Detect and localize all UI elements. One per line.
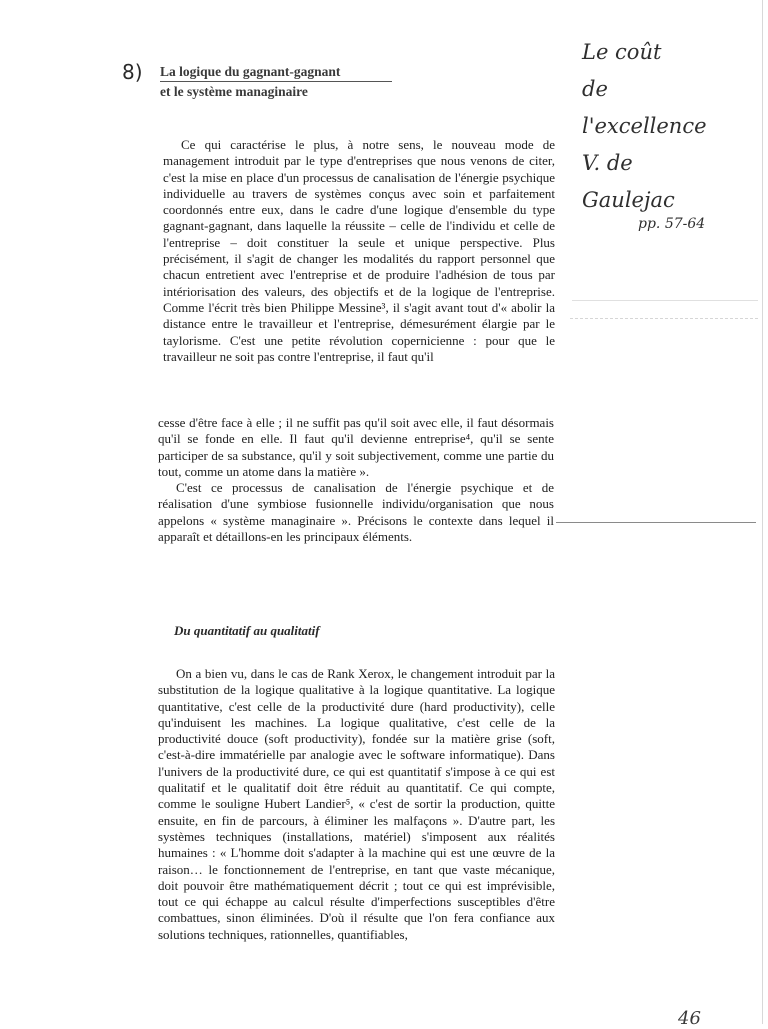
paragraph: Ce qui caractérise le plus, à notre sens, le nouveau mode de management introduit par le type d'entreprises que nous venons de citer, c'est la mise en place d'un processus de canalisation de l'énergie psychique individuelle au travers de systèmes conçus avec soin et parfaitement coordonnés entre eux, dans le cadre d'une logique d'ensemble du type gagnant-gagnant, dans laquelle la réussite – celle de l'individu et celle de l'entreprise – doit constituer la seule et unique perspective. Plus précisément, il s'agit de changer les modalités du rapport personnel que chacun entretient avec l'entreprise et de produire l'adhésion de tous par intériorisation des valeurs, des objectifs et de la logique de l'entreprise. Comme l'écrit très bien Philippe Messine³, il s'agit avant tout d'« abolir la distance entre le travailleur et l'entreprise, démesurément élargie par le taylorisme. C'est une petite révolution copernicienne : pour que le travailleur ne soit pas contre l'entreprise, il faut qu'il [163, 137, 555, 364]
paragraph: On a bien vu, dans le cas de Rank Xerox, le changement introduit par la substitution de la logique qualitative à la logique quantitative. La logique quantitative, c'est celle de la productivité dure (hard productivity), celle qu'induisent les machines. La logique qualitative, c'est celle de la productivité douce (soft productivity), fondée sur la matière grise (soft, c'est-à-dire immatérielle par analogie avec le software informatique). Dans l'univers de la productivité dure, ce qui est quantitatif s'impose à ce qui est qualitatif et le qualitatif doit être réduit au quantitatif. Ce qui compte, comme le souligne Hubert Landier⁵, « c'est de sortir la production, quitte ensuite, en fin de parcours, à éliminer les malfaçons ». D'autre part, les systèmes techniques (installations, matériel) s'imposent aux réalités humaines : « L'homme doit s'adapter à la machine qui est une œuvre de la raison… le fonctionnement de l'entreprise, en tant que vaste mécanique, doit pouvoir être mathématiquement décrit ; tout ce qui est imprévisible, tout ce qui échappe au calcul résulte d'imperfections susceptibles d'être combattues, sinon éliminées. D'où il résulte que l'on fera confiance aux solutions techniques, rationnelles, quantifiables, [158, 666, 555, 942]
paragraph: C'est ce processus de canalisation de l'énergie psychique et de réalisation d'une symbiose fusionnelle individu/organisation que nous appelons « système managinaire ». Précisons le contexte dans lequel il apparaît et détaillons-en les principaux éléments. [158, 480, 554, 545]
page-number: 46 [678, 1008, 701, 1029]
text-block-1 [163, 137, 555, 365]
section-title-line2: et le système managinaire [160, 84, 308, 99]
subsection-heading: Du quantitatif au qualitatif [174, 623, 320, 638]
title-underline [160, 81, 392, 82]
margin-note-pages: pp. 57-64 [638, 216, 706, 232]
section-title [160, 64, 400, 99]
faint-rule [572, 300, 758, 301]
paragraph: cesse d'être face à elle ; il ne suffit pas qu'il soit avec elle, il faut désormais qu'il se fonde en elle. Il faut qu'il devienne entreprise⁴, qu'il se sente participer de sa substance, qu'il y soit subjectivement, comme une partie du tout, comme un atome dans la matière ». [158, 415, 554, 479]
text-block-3 [158, 666, 555, 943]
margin-note-line: Gaulejac [582, 188, 675, 212]
text-block-2 [158, 415, 554, 545]
handwritten-margin-note [582, 34, 752, 233]
section-title-line1: La logique du gagnant-gagnant [160, 64, 341, 79]
margin-rule [556, 522, 756, 523]
section-number-annotation: 8) [122, 60, 143, 84]
margin-note-line: V. de [582, 151, 633, 175]
margin-note-line: de [582, 77, 608, 101]
page-edge [762, 0, 763, 1024]
dashed-rule [570, 318, 758, 319]
margin-note-line: Le coût [582, 40, 662, 64]
margin-note-line: l'excellence [582, 114, 707, 138]
